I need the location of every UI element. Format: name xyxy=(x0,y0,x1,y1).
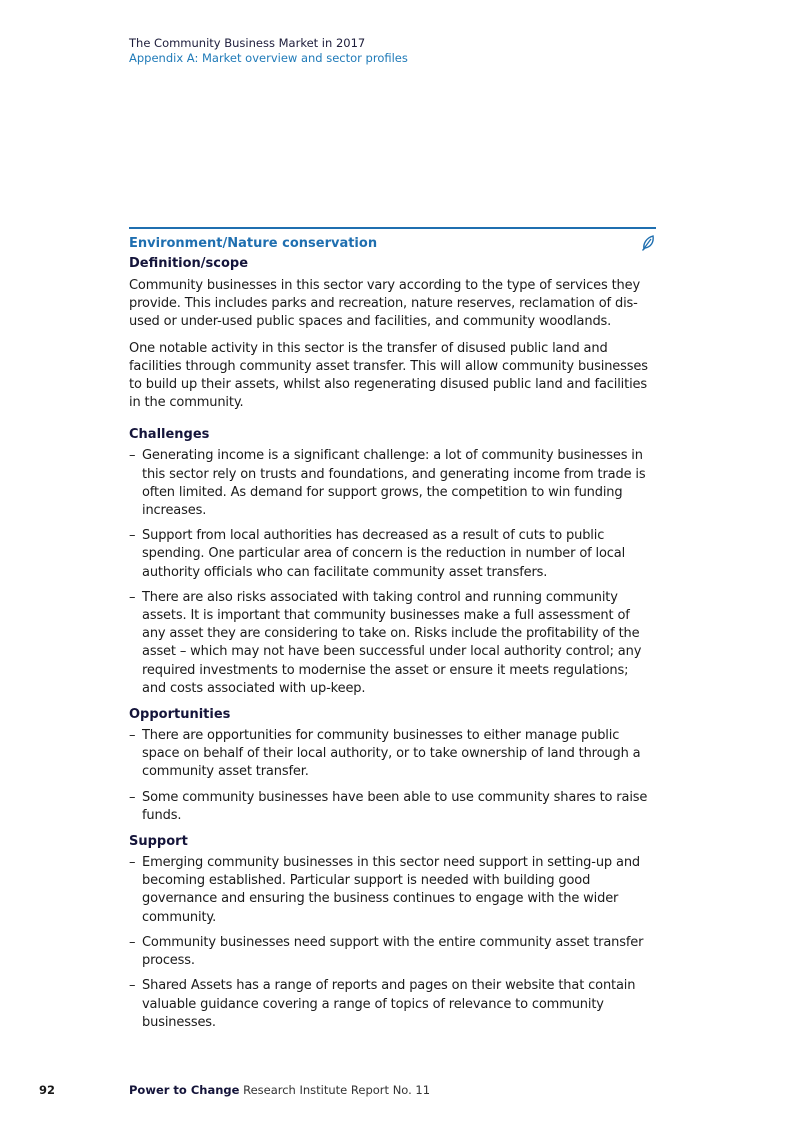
section-title: Environment/Nature conservation xyxy=(129,235,378,251)
definition-paragraph: Community businesses in this sector vary according to the type of services they provide. This includes parks and recreation, nature reserves, reclamation of dis-used or under-used public spaces and facilities, and community woodlands. xyxy=(129,278,641,330)
opportunities-list xyxy=(129,727,656,825)
support-heading: Support xyxy=(129,834,188,850)
support-list xyxy=(129,854,656,1032)
list-item: – Shared Assets has a range of reports and pages on their website that contain valuable guidance covering a range of topics of relevance to community businesses. xyxy=(129,977,656,1032)
list-item: – Some community businesses have been able to use community shares to raise funds. xyxy=(129,789,656,825)
section-divider xyxy=(129,227,656,229)
definition-paragraph: One notable activity in this sector is the transfer of disused public land and facilities through community asset transfer. This will allow community businesses to build up their assets, whilst also regenerating disused public land and facilities in the community. xyxy=(129,340,648,411)
footer-brand-name: Power to Change xyxy=(129,1083,240,1097)
list-item: – Community businesses need support with the entire community asset transfer process. xyxy=(129,934,656,970)
list-item: – Generating income is a significant challenge: a lot of community businesses in this sector rely on trusts and foundations, and generating income from trade is often limited. As demand for support grows, the competition to win funding increases. xyxy=(129,447,656,520)
running-head xyxy=(129,36,408,66)
footer-report-name: Research Institute Report No. 11 xyxy=(243,1083,431,1097)
list-item: – Support from local authorities has decreased as a result of cuts to public spending. One particular area of concern is the reduction in number of local authority officials who can facilitate community asset transfers. xyxy=(129,527,656,582)
opportunities-heading: Opportunities xyxy=(129,707,231,723)
footer-publication xyxy=(129,1083,430,1097)
chapter-title: Appendix A: Market overview and sector profiles xyxy=(129,51,408,65)
challenges-list xyxy=(129,447,656,698)
list-item: – There are also risks associated with taking control and running community assets. It is important that community businesses make a full assessment of any asset they are considering to take on. Risks include the profitability of the asset – which may not have been successful under local authority control; any required investments to modernise the asset or ensure it meets regulations; and costs associated with up-keep. xyxy=(129,589,656,698)
sector-profile xyxy=(129,227,656,1039)
section-header xyxy=(129,234,656,252)
challenges-heading: Challenges xyxy=(129,427,210,443)
list-item: – There are opportunities for community businesses to either manage public space on behalf of their local authority, or to take ownership of land through a community asset transfer. xyxy=(129,727,656,782)
definition-heading: Definition/scope xyxy=(129,256,249,271)
leaf-icon xyxy=(641,235,655,251)
list-item: – Emerging community businesses in this sector need support in setting-up and becoming established. Particular support is needed with building good governance and ensuring the business continues to engage with the wider community. xyxy=(129,854,656,927)
document-title: The Community Business Market in 2017 xyxy=(129,36,366,50)
page-number: 92 xyxy=(39,1083,56,1097)
